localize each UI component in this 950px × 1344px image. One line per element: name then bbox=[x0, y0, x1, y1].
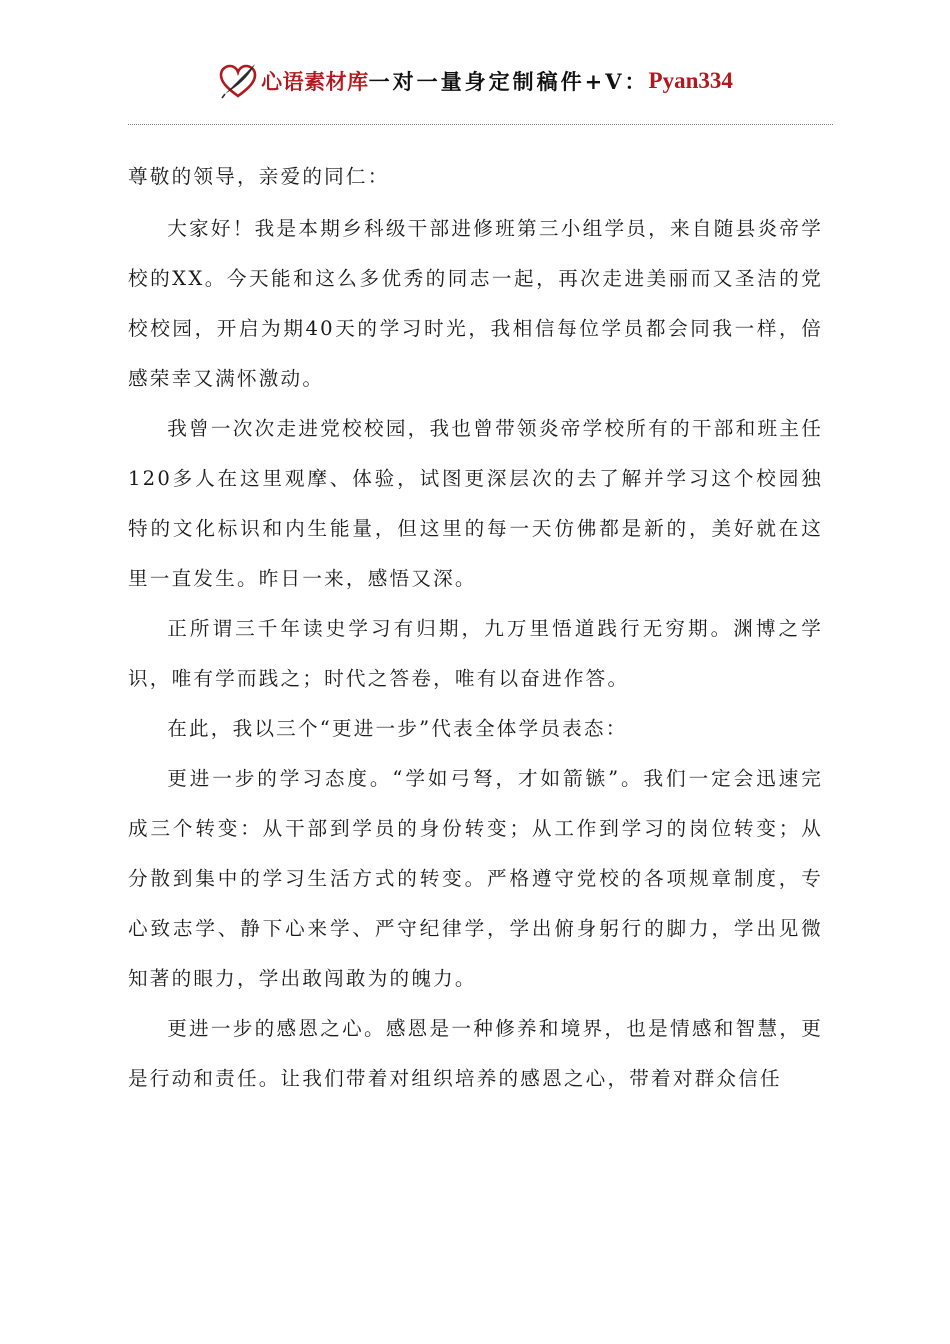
contact-id: Pyan334 bbox=[648, 68, 733, 93]
paragraph-3: 正所谓三千年读史学习有归期，九万里悟道践行无穷期。渊博之学识，唯有学而践之；时代之答卷，唯有以奋进作答。 bbox=[128, 617, 823, 690]
paragraph-1: 大家好！我是本期乡科级干部进修班第三小组学员，来自随县炎帝学校的XX。今天能和这么多优秀的同志一起，再次走进美丽而又圣洁的党校校园，开启为期40天的学习时光，我相信每位学员都会同我一样，倍感荣幸又满怀激动。 bbox=[128, 217, 823, 390]
salutation: 尊敬的领导，亲爱的同仁： bbox=[128, 165, 390, 188]
paragraph-6: 更进一步的感恩之心。感恩是一种修养和境界，也是情感和智慧，更是行动和责任。让我们带着对组织培养的感恩之心，带着对群众信任 bbox=[128, 1017, 823, 1090]
header-divider bbox=[128, 124, 833, 125]
paragraph-5: 更进一步的学习态度。“学如弓弩，才如箭镞”。我们一定会迅速完成三个转变：从干部到学员的身份转变；从工作到学习的岗位转变；从分散到集中的学习生活方式的转变。严格遵守党校的各项规章制度，专心致志学、静下心来学、严守纪律学，学出俯身躬行的脚力，学出见微知著的眼力，学出敢闯敢为的魄力。 bbox=[128, 767, 823, 990]
paragraph-4: 在此，我以三个“更进一步”代表全体学员表态： bbox=[167, 717, 628, 740]
page-header bbox=[0, 58, 950, 104]
quill-heart-logo-icon bbox=[217, 60, 259, 100]
document-body bbox=[128, 152, 823, 1104]
brand-name: 心语素材库 bbox=[261, 69, 369, 94]
paragraph-2: 我曾一次次走进党校校园，我也曾带领炎帝学校所有的干部和班主任120多人在这里观摩、体验，试图更深层次的去了解并学习这个校园独特的文化标识和内生能量，但这里的每一天仿佛都是新的，美好就在这里一直发生。昨日一来，感悟又深。 bbox=[128, 417, 823, 590]
header-slogan: 一对一量身定制稿件+V： bbox=[368, 69, 649, 94]
